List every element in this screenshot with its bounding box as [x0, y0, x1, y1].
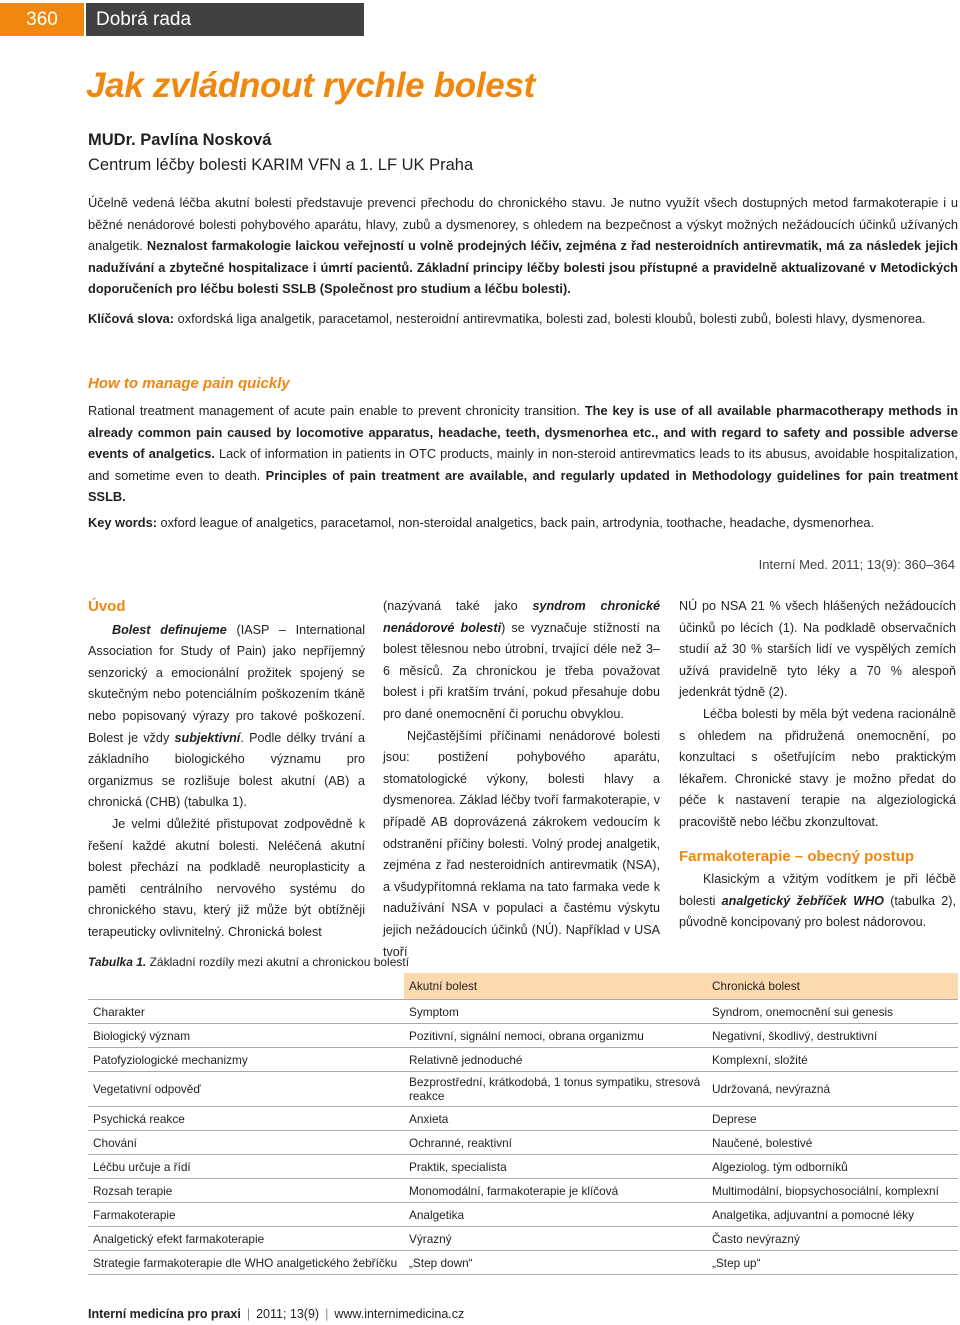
table-cell: „Step down“: [404, 1251, 707, 1275]
abstract-en-sentence-2: The key is use of all available pharmacotherapy methods in already common pain caused by locomotive apparatus, headache, teeth, dysmenorhea etc., and with regard to safety and possible adverse events of analgetics.: [88, 403, 959, 462]
section-label: Dobrá rada: [86, 3, 364, 36]
table-cell: „Step up“: [707, 1251, 958, 1275]
keywords-en-label: Key words:: [88, 515, 157, 530]
table-cell: Algeziolog. tým odborníků: [707, 1155, 958, 1179]
table-cell: Biologický význam: [88, 1024, 404, 1048]
affiliation: Centrum léčby bolesti KARIM VFN a 1. LF UK Praha: [88, 156, 474, 174]
table-cell: Analgetika, adjuvantní a pomocné léky: [707, 1203, 958, 1227]
text-run: ) se vyznačuje stížností na bolest tělesnou nebo útrobní, trvající déle než 3–6 měsíců. Za chronickou je třeba považovat bolest i při kratším trvání, pokud přesahuje dobu pro dané onemocnění či poruchu obvyklou.: [383, 620, 660, 721]
footer-separator: |: [246, 1307, 251, 1321]
table-cell: Rozsah terapie: [88, 1179, 404, 1203]
author: MUDr. Pavlína Nosková: [88, 131, 272, 149]
table-header-row: [88, 973, 958, 1000]
abstract-en-sentence-3: Lack of information in patients in OTC products, mainly in non-steroid antirevmatics leads to its abusus, avoidable hospitalization, and sometime even to death.: [88, 446, 958, 483]
emphasis: analgetický žebříček WHO: [721, 893, 884, 908]
table-cell: Analgetika: [404, 1203, 707, 1227]
table-cell: Udržovaná, nevýrazná: [707, 1072, 958, 1107]
english-title: How to manage pain quickly: [88, 375, 290, 392]
table-header-cell: Akutní bolest: [404, 973, 707, 1000]
table-caption: [88, 955, 409, 969]
table-cell: Analgetický efekt farmakoterapie: [88, 1227, 404, 1251]
body-column-2: [383, 596, 660, 963]
emphasis: syndrom chronické nenádorové bolesti: [383, 599, 660, 635]
abstract-cz-sentence-3: Neznalost farmakologie laickou veřejností u volně prodejných léčiv, zejména z řad nesteroidních antirevmatik, má za následek jejich nadužívání a zbytečné hospitalizace i úmrtí pacientů. Základní principy léčby bolesti jsou přístupné a pravidelně aktualizované v Metodických doporučeních pro léčbu bolesti SSLB (Společnost pro studium a léčbu bolesti).: [88, 238, 958, 297]
page-number: 360: [0, 3, 84, 36]
table-cell: Léčbu určuje a řídí: [88, 1155, 404, 1179]
keywords-cz: [88, 308, 958, 330]
emphasis: subjektivní: [174, 730, 241, 745]
table-cell: Bezprostřední, krátkodobá, 1 tonus sympatiku, stresová reakce: [404, 1072, 707, 1107]
abstract-cz-sentence-2: Je nutno využít všech dostupných metod farmakoterapie i u běžné nenádorové bolesti pohybového aparátu, hlavy, zubů a dysmenorey, s ohledem na bezpečnost a výskyt možných nežádoucích účinků užívaných analgetik.: [88, 195, 958, 254]
table-cell: Praktik, specialista: [404, 1155, 707, 1179]
table-cell: Strategie farmakoterapie dle WHO analgetického žebříčku: [88, 1251, 404, 1275]
table-row: [88, 1072, 958, 1107]
table-cell: Relativně jednoduché: [404, 1048, 707, 1072]
section-heading-farmakoterapie: Farmakoterapie – obecný postup: [679, 847, 915, 865]
paragraph: [88, 620, 365, 814]
paragraph: Je velmi důležité přistupovat zodpovědně k řešení každé akutní bolesti. Neléčená akutní bolest přechází na podkladě neuroplasticity a paměti centrálního nervového systému do chronického stavu, který již může být obtížněji terapeuticky ovlivnitelný. Chronická bolest: [88, 816, 365, 939]
abstract-en-sentence-1: Rational treatment management of acute pain enable to prevent chronicity transition.: [88, 403, 580, 418]
text-run: (IASP – International Association for Study of Pain) jako nepříjemný senzorický a emocionální prožitek spojený se skutečným nebo potenciálním poškozením tkáně nebo popisovaný výrazy pro takové poškození. Bolest je vždy: [88, 622, 366, 745]
table-row: [88, 1024, 958, 1048]
table-row: [88, 1048, 958, 1072]
table-cell: Vegetativní odpověď: [88, 1072, 404, 1107]
section-heading-uvod: Úvod: [88, 598, 126, 615]
table-cell: Ochranné, reaktivní: [404, 1131, 707, 1155]
footer-issue: 2011; 13(9): [256, 1307, 320, 1321]
table-cell: Charakter: [88, 1000, 404, 1024]
abstract-en: [88, 400, 958, 508]
footer-separator: |: [325, 1307, 329, 1321]
table-cell: Negativní, škodlivý, destruktivní: [707, 1024, 958, 1048]
keywords-en-text: oxford league of analgetics, paracetamol, non-steroidal analgetics, back pain, artrodynia, toothache, headache, dysmenorhea.: [160, 515, 875, 530]
paragraph: [383, 596, 660, 726]
table-row: [88, 1203, 958, 1227]
footer-url[interactable]: www.internimedicina.cz: [334, 1307, 465, 1321]
table-caption-label: Tabulka 1.: [88, 955, 147, 969]
table-header-cell: [88, 973, 404, 1000]
paragraph: [679, 869, 956, 934]
table-cell: Syndrom, onemocnění sui genesis: [707, 1000, 958, 1024]
keywords-cz-text: oxfordská liga analgetik, paracetamol, nesteroidní antirevmatika, bolesti zad, bolesti kloubů, bolesti zubů, bolesti hlavy, dysmenorea.: [177, 311, 926, 326]
emphasis: Bolest definujeme: [112, 622, 227, 637]
table-cell: Naučené, bolestivé: [707, 1131, 958, 1155]
table-row: [88, 1251, 958, 1275]
paragraph: Nejčastějšími příčinami nenádorové bolesti jsou: postižení pohybového aparátu, stomatologické výkony, bolesti hlavy a dysmenorea. Základ léčby tvoří farmakoterapie, v případě AB doprovázená zákrokem vedoucím k odstranění příčiny bolesti. Volný prodej analgetik, zejména z řad nesteroidních antirevmatik (NSA), a všudypřítomná reklama na tato farmaka vede k nadužívání NSA v populaci a častému výskytu jejich nežádoucích účinků (NÚ). Například v USA tvoří: [383, 728, 660, 959]
table-cell: Deprese: [707, 1107, 958, 1131]
paragraph: NÚ po NSA 21 % všech hlášených nežádoucích účinků po lécích (1). Na podkladě observačních studií až 30 % starších lidí ve vyspělých zemích užívá pravidelně tyto léky a 70 % alespoň jedenkrát týdně (2).: [679, 599, 956, 700]
body-column-3: [679, 596, 956, 934]
abstract-en-sentence-4: Principles of pain treatment are available, and regularly updated in Methodology guidelines for pain treatment SSLB.: [88, 467, 958, 505]
text-run: (nazývaná také jako: [383, 599, 533, 613]
table-cell: Pozitivní, signální nemoci, obrana organizmu: [404, 1024, 707, 1048]
text-run: Klasickým a vžitým vodítkem je při léčbě bolesti: [679, 872, 956, 908]
table-row: [88, 1155, 958, 1179]
table-cell: Farmakoterapie: [88, 1203, 404, 1227]
table-cell: Patofyziologické mechanizmy: [88, 1048, 404, 1072]
table-cell: Psychická reakce: [88, 1107, 404, 1131]
table-cell: Anxieta: [404, 1107, 707, 1131]
abstract-cz: [88, 192, 958, 300]
text-run: . Podle délky trvání a základního biologického významu pro organizmus se rozlišuje bolest akutní (AB) a chronická (CHB) (tabulka 1).: [88, 730, 365, 810]
table-cell: Monomodální, farmakoterapie je klíčová: [404, 1179, 707, 1203]
article-title: Jak zvládnout rychle bolest: [86, 66, 535, 105]
body-column-1: [88, 596, 365, 944]
table-row: [88, 1179, 958, 1203]
table-cell: Často nevýrazný: [707, 1227, 958, 1251]
table-caption-text: Základní rozdíly mezi akutní a chronickou bolestí: [149, 955, 410, 969]
table-cell: Symptom: [404, 1000, 707, 1024]
footer-journal: Interní medicína pro praxi: [88, 1307, 241, 1321]
keywords-en: [88, 512, 958, 534]
table-row: [88, 1227, 958, 1251]
table-cell: Komplexní, složité: [707, 1048, 958, 1072]
paragraph: Léčba bolesti by měla být vedena racionálně s ohledem na přidružená onemocnění, po konzultaci s ošetřujícím nebo praktickým lékařem. Chronické stavy je možno předat do péče k nastavení terapie na algeziologická pracoviště nebo léčbu zkonzultovat.: [679, 706, 956, 829]
abstract-cz-sentence-1: Účelně vedená léčba akutní bolesti představuje prevenci přechodu do chronického stavu.: [88, 195, 606, 210]
page-footer: [88, 1307, 464, 1321]
table-row: [88, 1131, 958, 1155]
table-cell: Výrazný: [404, 1227, 707, 1251]
keywords-cz-label: Klíčová slova:: [88, 311, 175, 326]
table-header-cell: Chronická bolest: [707, 973, 958, 1000]
comparison-table: [88, 973, 958, 1275]
table-row: [88, 1000, 958, 1024]
citation: Interní Med. 2011; 13(9): 360–364: [758, 557, 955, 572]
text-run: (tabulka 2), původně koncipovaný pro bolest nádorovou.: [679, 893, 957, 930]
table-row: [88, 1107, 958, 1131]
table-cell: Multimodální, biopsychosociální, komplexní: [707, 1179, 958, 1203]
table-cell: Chování: [88, 1131, 404, 1155]
